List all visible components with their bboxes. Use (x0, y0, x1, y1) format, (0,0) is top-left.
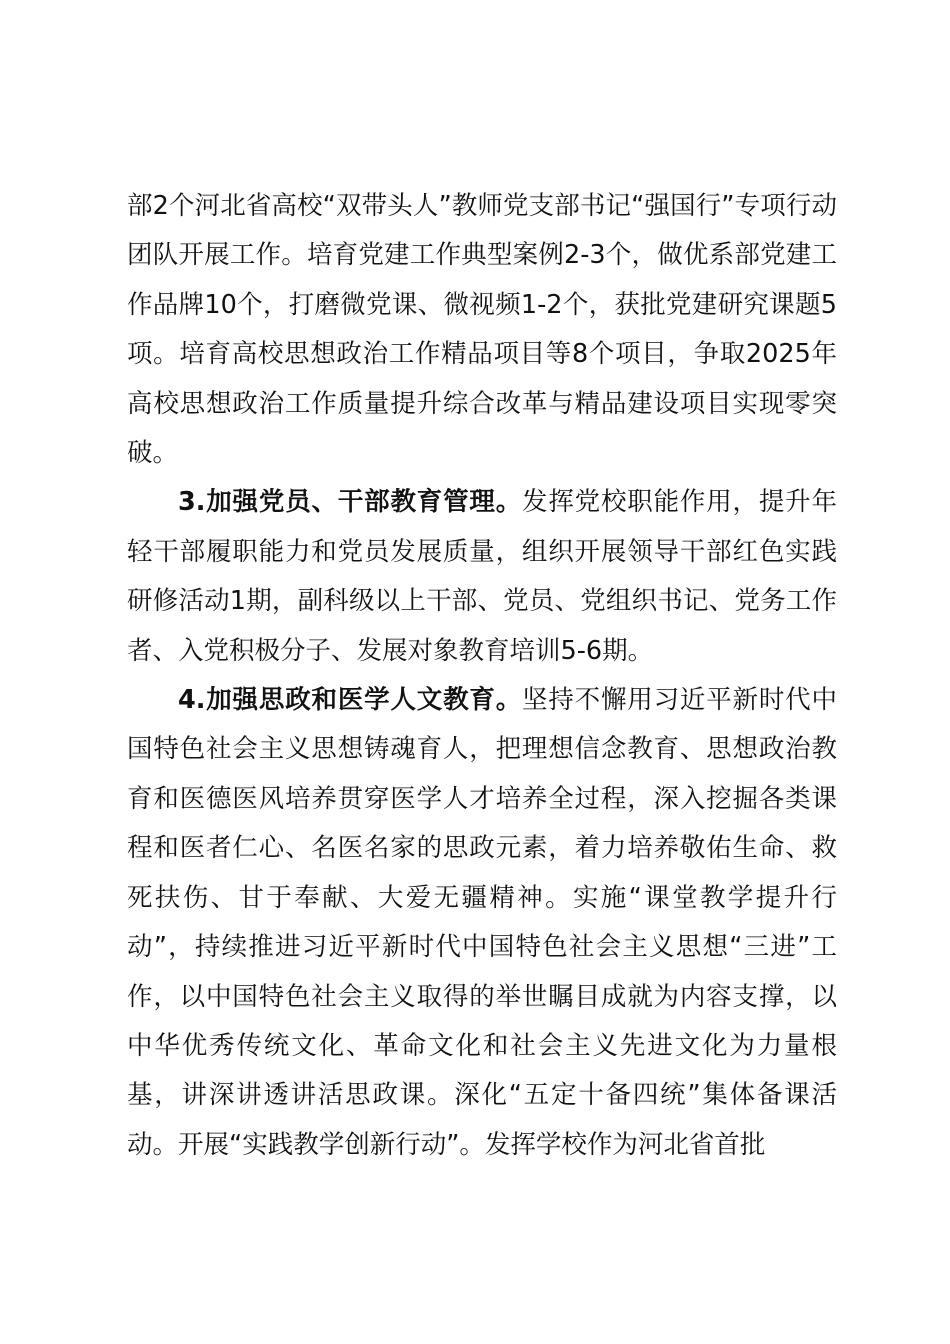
paragraph-heading: 3.加强党员、干部教育管理。 (178, 487, 523, 518)
paragraph-party-member-education (127, 478, 837, 676)
paragraph-heading: 4.加强思政和医学人文教育。 (178, 685, 523, 716)
paragraph-body: 坚持不懈用习近平新时代中国特色社会主义思想铸魂育人，把理想信念教育、思想政治教育和医德医风培养贯穿医学人才培养全过程，深入挖掘各类课程和医者仁心、名医名家的思政元素，着力培养敬佑生命、救死扶伤、甘于奉献、大爱无疆精神。实施“课堂教学提升行动”，持续推进习近平新时代中国特色社会主义思想“三进”工作，以中国特色社会主义取得的举世瞩目成就为内容支撑，以中华优秀传统文化、革命文化和社会主义先进文化为力量根基，讲深讲透讲活思政课。深化“五定十备四统”集体备课活动。开展“实践教学创新行动”。发挥学校作为河北省首批 (127, 685, 837, 1160)
paragraph-body: 部2个河北省高校“双带头人”教师党支部书记“强国行”专项行动团队开展工作。培育党建工作典型案例2-3个，做优系部党建工作品牌10个，打磨微党课、微视频1-2个，获批党建研究课题5项。培育高校思想政治工作精品项目等8个项目，争取2025年高校思想政治工作质量提升综合改革与精品建设项目实现零突破。 (127, 191, 837, 469)
document-body (127, 182, 837, 1170)
paragraph-body: 发挥党校职能作用，提升年轻干部履职能力和党员发展质量，组织开展领导干部红色实践研修活动1期，副科级以上干部、党员、党组织书记、党务工作者、入党积极分子、发展对象教育培训5-6期。 (127, 487, 837, 666)
paragraph-ideological-education (127, 676, 837, 1170)
paragraph-continuation (127, 182, 837, 478)
